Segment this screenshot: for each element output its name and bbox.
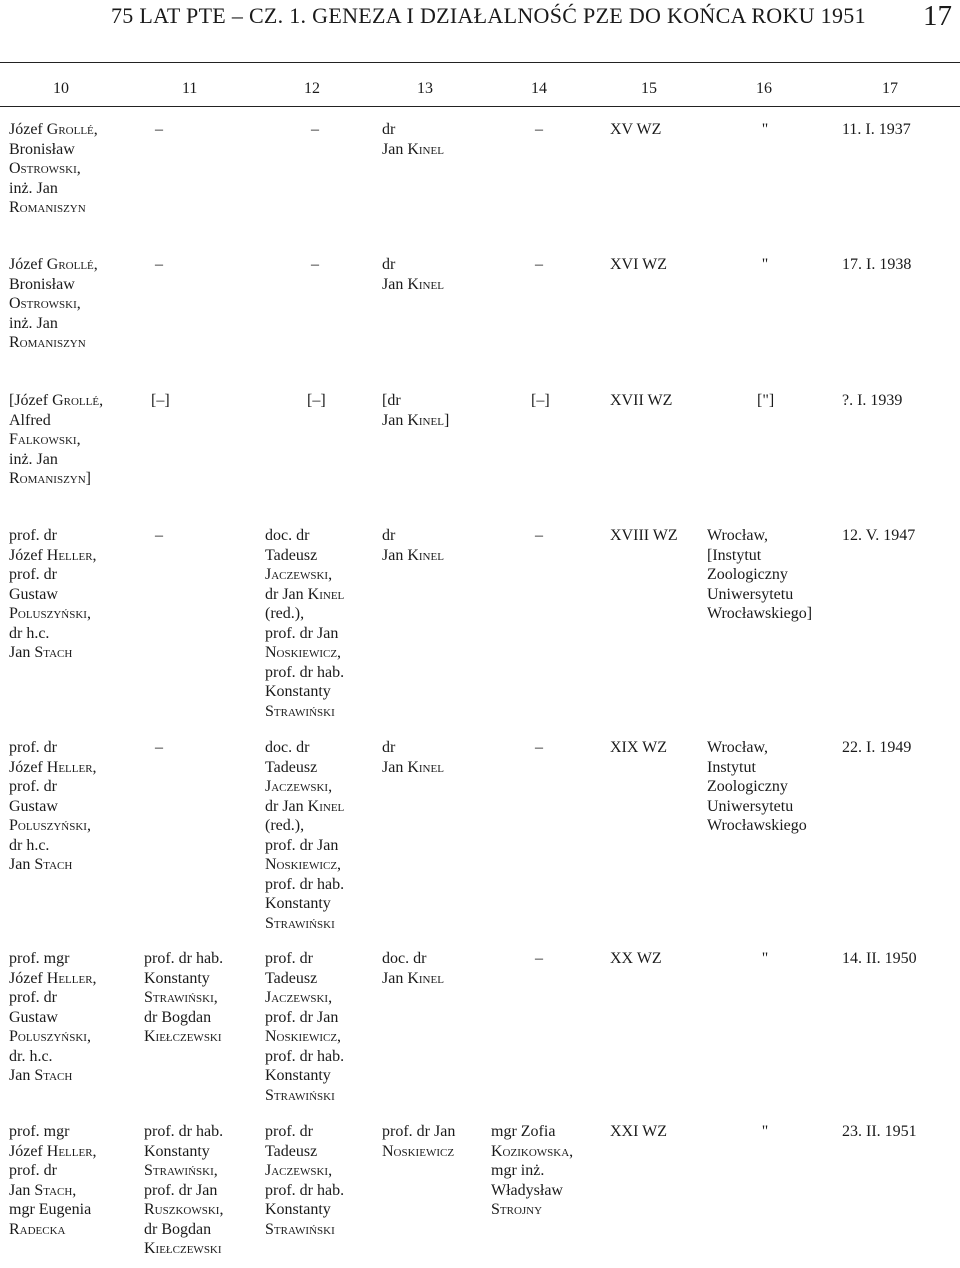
cell-line: dr [382, 739, 396, 756]
cell-line: Strojny [491, 1201, 543, 1218]
table-cell-12 [265, 1122, 344, 1239]
table-cell-17 [842, 120, 911, 140]
cell-line: (red.), [265, 605, 305, 622]
table-cell-16 [757, 255, 773, 275]
table-cell-10 [9, 526, 97, 663]
cell-line: XX WZ [610, 950, 662, 967]
cell-line: – [535, 739, 543, 756]
table-cell-17 [842, 391, 902, 411]
cell-line: dr h.c. [9, 624, 50, 642]
cell-line: dr Bogdan [144, 1008, 212, 1026]
table-cell-11 [151, 526, 167, 546]
cell-line: Zoologiczny [707, 566, 788, 583]
cell-line: " [761, 1123, 769, 1140]
cell-line: Noskiewicz, [265, 1028, 342, 1045]
table-cell-11 [151, 255, 167, 275]
cell-line: 12. V. 1947 [842, 527, 916, 544]
cell-line: dr Jan Kinel [265, 585, 345, 603]
column-number: 12 [304, 80, 320, 97]
cell-line: Jan Stach [9, 1067, 73, 1084]
cell-line: Konstanty [144, 1142, 210, 1160]
cell-line: XV WZ [610, 121, 662, 138]
cell-line: Strawiński [265, 914, 335, 932]
cell-line: 11. I. 1937 [842, 121, 911, 138]
cell-line: dr [382, 256, 396, 273]
table-cell-14 [531, 391, 550, 411]
column-number: 14 [531, 80, 547, 97]
cell-line: – [535, 527, 543, 544]
cell-line: – [155, 256, 163, 273]
cell-line: – [535, 950, 543, 967]
cell-line: prof. dr [9, 1162, 57, 1179]
cell-line: " [761, 256, 769, 273]
table-cell-11 [144, 949, 223, 1047]
cell-line: Noskiewicz [382, 1142, 455, 1160]
table-cell-17 [842, 1122, 917, 1142]
header-title: 75 LAT PTE – CZ. 1. GENEZA I DZIAŁALNOŚĆ PZE DO KOŃCA ROKU 1951 [111, 3, 866, 28]
cell-line: Kiełczewski [144, 1240, 222, 1257]
cell-line: dr h.c. [9, 836, 50, 854]
cell-line: [Instytut [707, 546, 762, 564]
cell-line: mgr Eugenia [9, 1201, 92, 1218]
table-cell-11 [151, 391, 170, 411]
cell-line: 17. I. 1938 [842, 256, 912, 273]
cell-line: prof. dr Jan [265, 1008, 339, 1026]
cell-line: Konstanty [265, 1067, 331, 1084]
table-cell-15 [610, 526, 678, 546]
cell-line: Józef Heller, [9, 758, 97, 776]
table-cell-10 [9, 255, 98, 353]
cell-line: prof. mgr [9, 1123, 70, 1140]
table-cell-12 [265, 526, 344, 721]
cell-line: 14. II. 1950 [842, 950, 917, 967]
cell-line: doc. dr [382, 950, 427, 967]
cell-line: [Józef Grollé, [9, 392, 104, 409]
cell-line: Jaczewski, [265, 778, 333, 795]
table-cell-13 [382, 738, 444, 777]
cell-line: Strawiński [265, 1220, 335, 1238]
cell-line: mgr inż. [491, 1162, 545, 1179]
cell-line: ?. I. 1939 [842, 392, 903, 409]
table-cell-14 [531, 738, 547, 758]
cell-line: Konstanty [265, 895, 331, 912]
table-cell-10 [9, 120, 98, 218]
table-cell-16 [707, 526, 812, 624]
table-cell-14 [491, 1122, 573, 1220]
cell-line: – [311, 256, 319, 273]
cell-line: prof. dr [9, 527, 57, 544]
cell-line: Zoologiczny [707, 778, 788, 795]
cell-line: prof. dr [265, 950, 313, 967]
cell-line: Strawiński, [144, 1162, 218, 1179]
cell-line: (red.), [265, 817, 305, 834]
cell-line: Józef Grollé, [9, 121, 98, 138]
cell-line: Jan Kinel [382, 275, 444, 293]
cell-line: Poluszyński, [9, 605, 91, 622]
cell-line: dr Bogdan [144, 1220, 212, 1238]
cell-line: Falkowski, [9, 431, 81, 448]
cell-line: Strawiński, [144, 989, 218, 1006]
cell-line: inż. Jan [9, 179, 58, 197]
cell-line: dr [382, 527, 396, 544]
table-cell-13 [382, 949, 444, 988]
cell-line: prof. mgr [9, 950, 70, 967]
column-number: 10 [53, 80, 69, 97]
cell-line: Ruszkowski, [144, 1201, 224, 1218]
cell-line: XVIII WZ [610, 527, 678, 544]
cell-line: Konstanty [144, 969, 210, 987]
table-cell-13 [382, 391, 449, 430]
cell-line: Gustaw [9, 797, 58, 815]
cell-line: Radecka [9, 1220, 66, 1238]
table-cell-16 [757, 1122, 773, 1142]
cell-line: Strawiński [265, 702, 335, 720]
cell-line: – [155, 121, 163, 138]
cell-line: ["] [757, 392, 775, 409]
cell-line: Jan Kinel [382, 969, 444, 987]
cell-line: [–] [531, 392, 550, 409]
cell-line: Konstanty [265, 1201, 331, 1218]
table-cell-16 [757, 949, 773, 969]
cell-line: prof. dr hab. [265, 1047, 345, 1065]
table-cell-17 [842, 949, 917, 969]
cell-line: Jaczewski, [265, 566, 333, 583]
cell-line: Noskiewicz, [265, 644, 342, 661]
cell-line: prof. dr Jan [265, 836, 339, 854]
table-cell-12 [307, 391, 326, 411]
table-cell-12 [265, 738, 344, 933]
cell-line: Romaniszyn [9, 334, 86, 351]
cell-line: Józef Heller, [9, 969, 97, 987]
cell-line: Jan Kinel [382, 140, 444, 158]
table-cell-17 [842, 738, 911, 758]
cell-line: doc. dr [265, 527, 310, 544]
table-cell-15 [610, 1122, 667, 1142]
table-cell-15 [610, 949, 662, 969]
cell-line: prof. dr hab. [144, 950, 224, 967]
cell-line: Ostrowski, [9, 295, 81, 312]
cell-line: Gustaw [9, 585, 58, 603]
table-cell-10 [9, 1122, 97, 1239]
table-cell-16 [707, 738, 807, 836]
table-cell-17 [842, 526, 915, 546]
cell-line: [–] [151, 392, 170, 409]
cell-line: " [761, 950, 769, 967]
table-cell-11 [151, 738, 167, 758]
cell-line: – [535, 256, 543, 273]
cell-line: Władysław [491, 1181, 563, 1199]
cell-line: Jan Stach [9, 644, 73, 661]
table-cell-10 [9, 949, 97, 1086]
cell-line: prof. dr Jan [382, 1123, 456, 1140]
cell-line: XVI WZ [610, 256, 668, 273]
cell-line: dr [382, 121, 396, 138]
table-cell-13 [382, 255, 444, 294]
cell-line: prof. dr [9, 989, 57, 1006]
table-cell-10 [9, 391, 103, 489]
cell-line: Jaczewski, [265, 1162, 333, 1179]
cell-line: 22. I. 1949 [842, 739, 912, 756]
cell-line: Kiełczewski [144, 1028, 222, 1045]
cell-line: mgr Zofia [491, 1123, 556, 1140]
cell-line: Romaniszyn] [9, 470, 91, 487]
cell-line: [dr [382, 392, 401, 409]
cell-line: Alfred [9, 411, 51, 429]
column-number: 11 [182, 80, 198, 97]
cell-line: Jan Stach [9, 856, 73, 873]
table-cell-11 [144, 1122, 223, 1259]
table-cell-12 [307, 120, 323, 140]
cell-line: prof. dr hab. [265, 1181, 345, 1199]
cell-line: " [761, 121, 769, 138]
cell-line: Jan Kinel [382, 546, 444, 564]
cell-line: [–] [307, 392, 326, 409]
cell-line: 23. II. 1951 [842, 1123, 917, 1140]
table-cell-14 [531, 949, 547, 969]
cell-line: Tadeusz [265, 546, 318, 564]
cell-line: prof. dr [9, 566, 57, 583]
table-cell-15 [610, 738, 667, 758]
cell-line: Poluszyński, [9, 817, 91, 834]
table-cell-14 [531, 255, 547, 275]
cell-line: prof. dr Jan [144, 1181, 218, 1199]
cell-line: Bronisław [9, 275, 75, 293]
table-cell-11 [151, 120, 167, 140]
column-number: 17 [882, 80, 898, 97]
cell-line: – [155, 527, 163, 544]
page-number: 17 [923, 0, 952, 32]
cell-line: Ostrowski, [9, 160, 81, 177]
cell-line: Kozikowska, [491, 1142, 574, 1160]
table-cell-14 [531, 120, 547, 140]
column-number: 16 [756, 80, 772, 97]
table-cell-12 [307, 255, 323, 275]
cell-line: Wrocławskiego] [707, 605, 813, 622]
cell-line: Romaniszyn [9, 199, 86, 216]
cell-line: Wrocław, [707, 527, 768, 544]
cell-line: Uniwersytetu [707, 797, 794, 815]
cell-line: Tadeusz [265, 969, 318, 987]
table-cell-13 [382, 120, 444, 159]
cell-line: Jan Kinel [382, 758, 444, 776]
column-number: 15 [641, 80, 657, 97]
cell-line: Wrocław, [707, 739, 768, 756]
cell-line: prof. dr hab. [144, 1123, 224, 1140]
cell-line: Poluszyński, [9, 1028, 91, 1045]
table-cell-15 [610, 255, 667, 275]
cell-line: prof. dr [9, 778, 57, 795]
cell-line: inż. Jan [9, 314, 58, 332]
cell-line: Uniwersytetu [707, 585, 794, 603]
cell-line: Józef Heller, [9, 546, 97, 564]
cell-line: inż. Jan [9, 450, 58, 468]
table-cell-13 [382, 526, 444, 565]
cell-line: Jan Kinel] [382, 411, 450, 429]
cell-line: Józef Grollé, [9, 256, 98, 273]
cell-line: Józef Heller, [9, 1142, 97, 1160]
cell-line: XIX WZ [610, 739, 668, 756]
table-cell-14 [531, 526, 547, 546]
cell-line: prof. dr Jan [265, 624, 339, 642]
cell-line: Gustaw [9, 1008, 58, 1026]
cell-line: Tadeusz [265, 758, 318, 776]
cell-line: prof. dr [265, 1123, 313, 1140]
table-cell-12 [265, 949, 344, 1105]
cell-line: Tadeusz [265, 1142, 318, 1160]
cell-line: dr. h.c. [9, 1047, 53, 1065]
cell-line: XXI WZ [610, 1123, 668, 1140]
cell-line: – [535, 121, 543, 138]
cell-line: prof. dr hab. [265, 875, 345, 893]
table-cell-17 [842, 255, 911, 275]
table-top-rule [0, 62, 960, 63]
cell-line: Strawiński [265, 1086, 335, 1104]
column-number: 13 [417, 80, 433, 97]
cell-line: Konstanty [265, 683, 331, 700]
table-cell-15 [610, 391, 672, 411]
cell-line: Bronisław [9, 140, 75, 158]
header-bottom-rule [0, 106, 960, 107]
cell-line: – [155, 739, 163, 756]
cell-line: prof. dr [9, 739, 57, 756]
cell-line: Instytut [707, 758, 756, 776]
cell-line: Noskiewicz, [265, 856, 342, 873]
cell-line: Jan Stach, [9, 1181, 77, 1199]
cell-line: Jaczewski, [265, 989, 333, 1006]
cell-line: – [311, 121, 319, 138]
table-cell-13 [382, 1122, 455, 1161]
table-cell-15 [610, 120, 661, 140]
cell-line: XVII WZ [610, 392, 673, 409]
table-cell-10 [9, 738, 97, 875]
table-cell-16 [757, 120, 773, 140]
cell-line: dr Jan Kinel [265, 797, 345, 815]
table-cell-16 [757, 391, 773, 411]
cell-line: prof. dr hab. [265, 663, 345, 681]
cell-line: doc. dr [265, 739, 310, 756]
cell-line: Wrocławskiego [707, 817, 807, 834]
